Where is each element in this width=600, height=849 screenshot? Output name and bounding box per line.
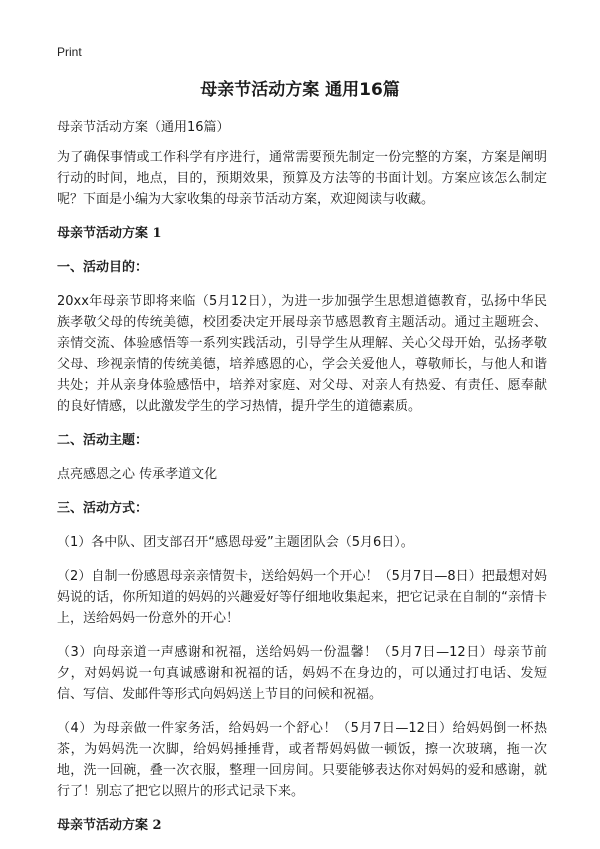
method-item-1: （1）各中队、团支部召开“感恩母爱”主题团队会（5月6日）。 <box>57 535 414 550</box>
purpose-paragraph: 20xx年母亲节即将来临（5月12日），为进一步加强学生思想道德教育，弘扬中华民族孝敬父母的传统美德，校团委决定开展母亲节感恩教育主题活动。通过主题班会、亲情交流、体验感悟等一系列实践活动，引导学生从理解、关心父母开始，弘扬孝敬父母、珍视亲情的传统美德，培养感恩的心，学会关爱他人，尊敬师长，与他人和谐共处；并从亲身体验感悟中，培养对家庭、对父母、对亲人有热爱、有责任、愿奉献的良好情感，以此激发学生的学习热情，提升学生的道德素质。 <box>57 294 547 414</box>
subheading-purpose: 一、活动目的： <box>57 260 149 275</box>
subheading-method: 三、活动方式： <box>57 501 149 516</box>
section-heading-plan-1: 母亲节活动方案 1 <box>57 226 162 241</box>
intro-paragraph: 为了确保事情或工作科学有序进行，通常需要预先制定一份完整的方案，方案是阐明行动的时间，地点，目的，预期效果，预算及方法等的书面计划。方案应该怎么制定呢？下面是小编为大家收集的母亲节活动方案，欢迎阅读与收藏。 <box>57 150 547 207</box>
section-heading-plan-2: 母亲节活动方案 2 <box>57 818 162 833</box>
subheading-theme: 二、活动主题： <box>57 433 149 448</box>
method-item-3: （3）向母亲道一声感谢和祝福，送给妈妈一份温馨！（5月7日—12日）母亲节前夕，对妈妈说一句真诚感谢和祝福的话，妈妈不在身边的，可以通过打电话、发短信、写信、发邮件等形式向妈妈送上节目的问候和祝福。 <box>57 645 547 702</box>
print-link[interactable]: Print <box>57 45 82 59</box>
theme-paragraph: 点亮感恩之心 传承孝道文化 <box>57 467 218 482</box>
method-item-2: （2）自制一份感恩母亲亲情贺卡，送给妈妈一个开心！（5月7日—8日）把最想对妈妈说的话，你所知道的妈妈的兴趣爱好等仔细地收集起来，把它记录在自制的“亲情卡上，送给妈妈一份意外的开心！ <box>57 569 547 626</box>
document-body <box>57 117 547 849</box>
document-subtitle: 母亲节活动方案（通用16篇） <box>57 120 230 135</box>
page-title: 母亲节活动方案 通用16篇 <box>200 80 400 100</box>
method-item-4: （4）为母亲做一件家务活，给妈妈一个舒心！（5月7日—12日）给妈妈倒一杯热茶，为妈妈洗一次脚，给妈妈捶捶背，或者帮妈妈做一顿饭，擦一次玻璃，拖一次地，洗一回碗，叠一次衣服，整理一回房间。只要能够表达你对妈妈的爱和感谢，就行了！别忘了把它以照片的形式记录下来。 <box>57 721 547 799</box>
